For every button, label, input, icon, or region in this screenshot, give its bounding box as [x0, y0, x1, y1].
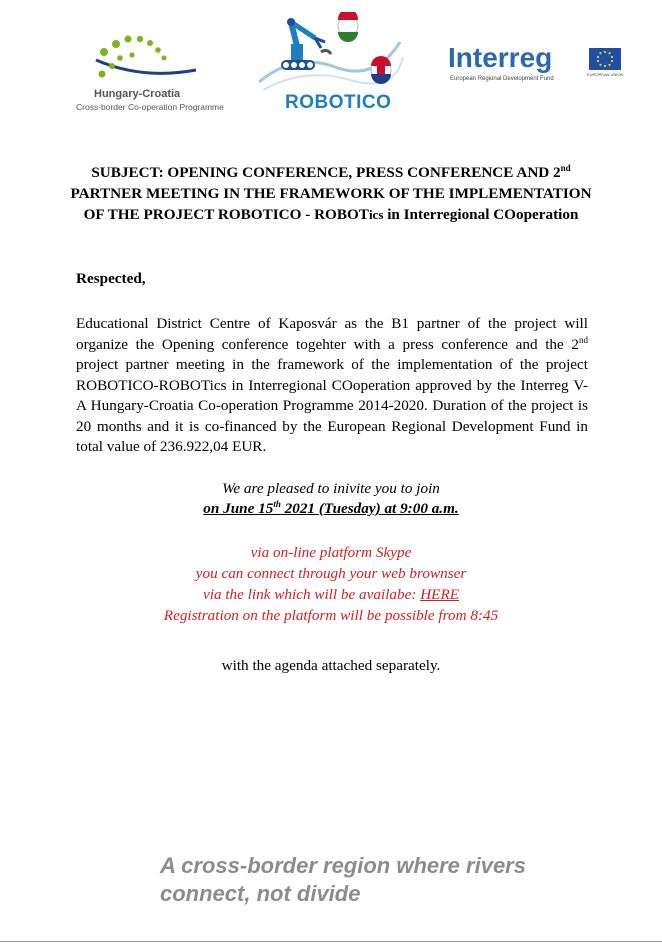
here-link[interactable]: HERE — [420, 586, 460, 603]
hc-logo-subtitle: Cross-border Co-operation Programme — [76, 102, 224, 112]
hc-logo-title: Hungary-Croatia — [94, 88, 181, 100]
invite-line: We are pleased to inivite you to join — [222, 480, 440, 497]
interreg-logo — [446, 42, 626, 87]
subject-part1: SUBJECT: OPENING CONFERENCE, PRESS CONFERENCE AND 2 — [91, 164, 561, 181]
robot-arm-logo-icon — [255, 12, 405, 94]
event-date-part2: 2021 (Tuesday) at 9:00 a.m. — [280, 500, 459, 517]
subject-small: ics — [368, 207, 384, 222]
agenda-note: with the agenda attached separately. — [221, 657, 441, 674]
link-prefix: via the link which will be availabe: — [202, 586, 421, 603]
body-part2: project partner meeting in the framework of the implementation of the project ROBOTICO-ROBOTics in Interregional COoperation approved by the Interreg V-A Hungary-Croatia Co-operation Programme 2014-2020. Duration of the project is 20 months and it is co-financed by the European Regional Development Fund in total value of 236.922,04 EUR. — [76, 356, 588, 455]
robotico-logo-text: ROBOTICO — [285, 92, 392, 113]
platform-info — [70, 542, 592, 626]
interreg-fund-text: European Regional Development Fund — [450, 76, 554, 82]
body-ordinal: nd — [579, 334, 588, 345]
link-line — [70, 584, 592, 605]
footer-slogan — [160, 852, 526, 908]
body-paragraph — [76, 314, 588, 458]
event-date-part1: on June 15 — [203, 500, 274, 517]
subject-part3: in Interregional COoperation — [383, 206, 579, 223]
registration-line: Registration on the platform will be possible from 8:45 — [163, 607, 499, 624]
slogan-line1: A cross-border region where rivers — [160, 853, 526, 878]
body-part1: Educational District Centre of Kaposvár as the B1 partner of the project will organize the Opening conference togehter with a press conference and the 2 — [76, 315, 588, 353]
robotico-logo — [255, 12, 405, 117]
hungary-croatia-logo — [72, 30, 224, 115]
subject-heading — [70, 162, 592, 225]
eu-flag-icon — [589, 48, 621, 70]
salutation: Respected, — [76, 270, 146, 287]
event-date-ordinal: th — [273, 498, 281, 509]
hungary-croatia-dots-logo-icon — [72, 30, 212, 90]
connect-line: you can connect through your web brownser — [195, 565, 467, 582]
platform-line: via on-line platform Skype — [250, 544, 412, 561]
slogan-line2: connect, not divide — [160, 881, 361, 906]
footer-divider — [0, 941, 662, 942]
interreg-logo-text: Interreg — [448, 42, 553, 73]
event-date-line — [70, 500, 592, 518]
eu-flag-caption: EUROPEAN UNION — [587, 72, 624, 77]
subject-part2: PARTNER MEETING IN THE FRAMEWORK OF THE IMPLEMENTATION OF THE PROJECT ROBOTICO - ROBOT — [70, 185, 592, 223]
subject-ordinal: nd — [560, 162, 571, 173]
